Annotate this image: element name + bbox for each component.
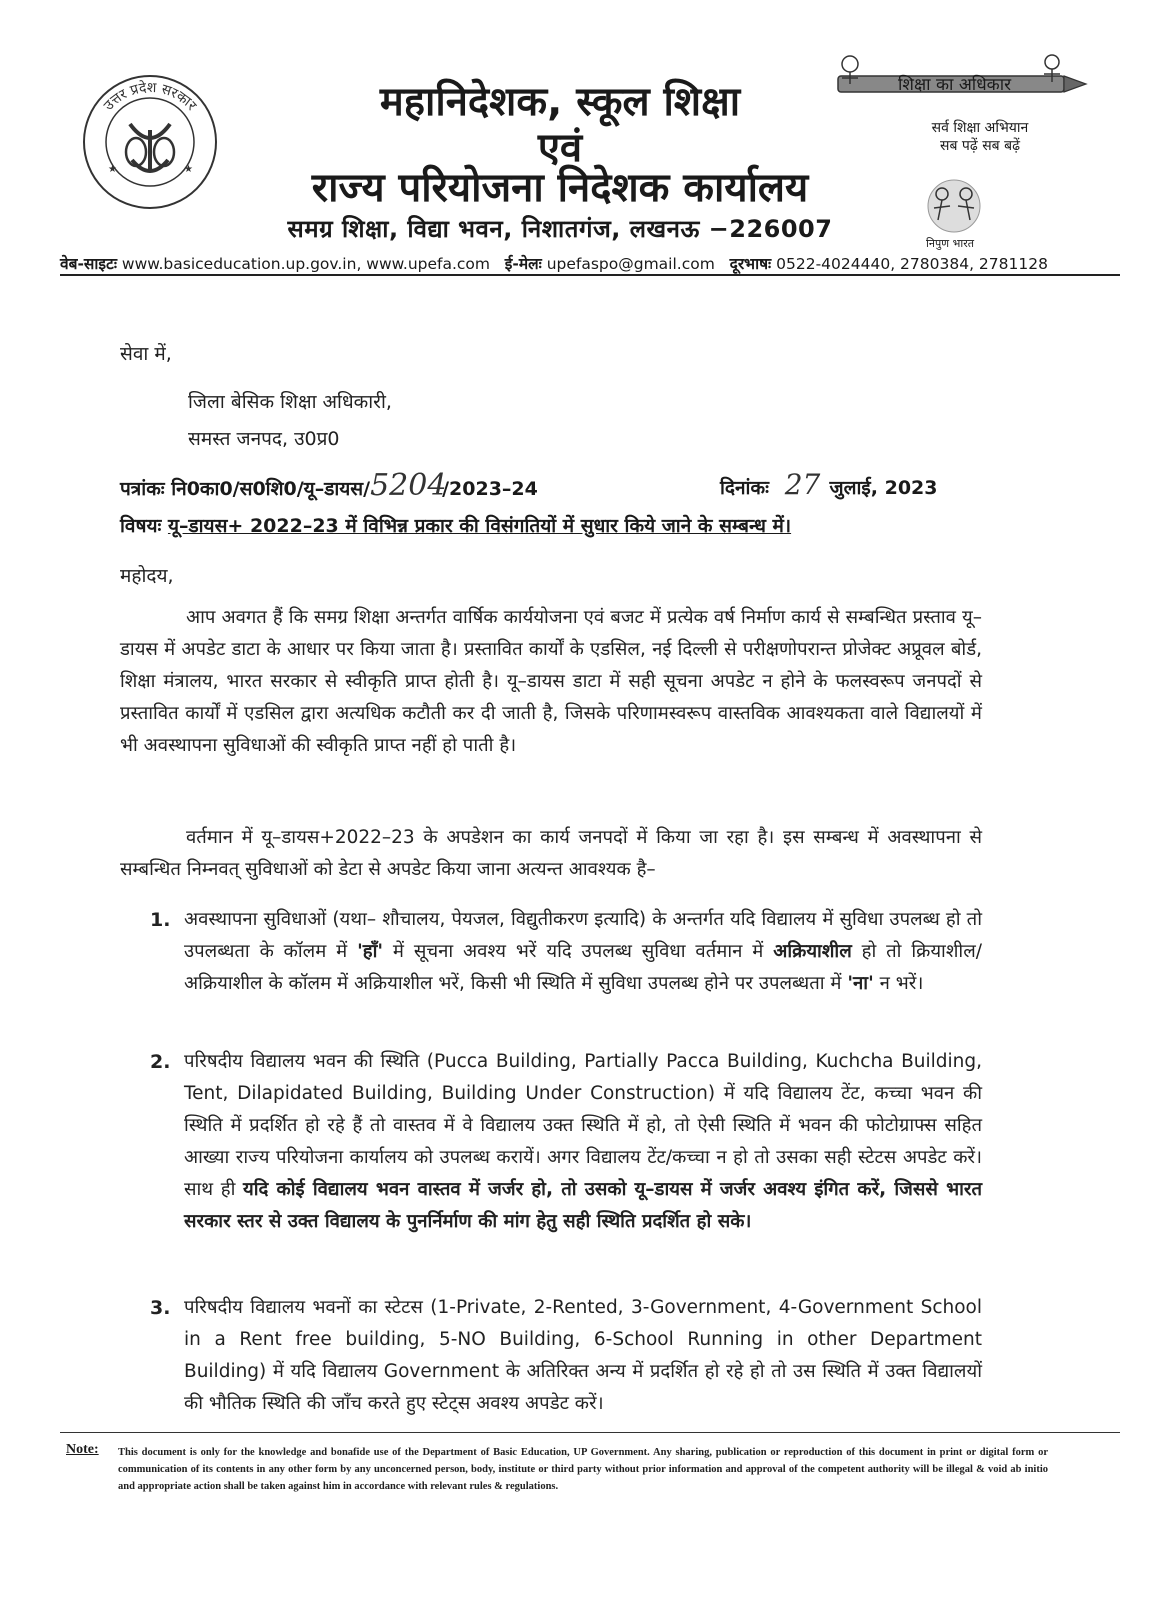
office-address: समग्र शिक्षा, विद्या भवन, निशातगंज, लखनऊ −226007 [287, 215, 833, 243]
nipun-bharat-logo-icon [908, 170, 998, 236]
up-government-seal [80, 72, 220, 212]
list-item-3-text: परिषदीय विद्यालय भवनों का स्टेटस (1-Private, 2-Rented, 3-Government, 4-Government School in a Rent free building, 5-NO Building, 6-School Running in other Department Building) में यदि विद्यालय Government के अतिरिक्त अन्य में प्रदर्शित हो रहे हो तो उस स्थिति में उक्त विद्यालयों की भौतिक स्थिति की जाँच करते हुए स्टेट्स अवश्य अपडेट करें। [184, 1297, 982, 1414]
paragraph-1: आप अवगत हैं कि समग्र शिक्षा अन्तर्गत वार्षिक कार्ययोजना एवं बजट में प्रत्येक वर्ष निर्माण कार्य से सम्बन्धित प्रस्ताव यू–डायस में अपडेट डाटा के आधार पर किया जाता है। प्रस्तावित कार्यों के एडसिल, नई दिल्ली से परीक्षणोपरान्त प्रोजेक्ट अप्रूवल बोर्ड, शिक्षा मंत्रालय, भारत सरकार से स्वीकृति प्राप्त होती है। यू–डायस डाटा में सही सूचना अपडेट न होने के फलस्वरूप जनपदों से प्रस्तावित कार्यों में एडसिल द्वारा अत्यधिक कटौती कर दी जाती है, जिसके परिणामस्वरूप वास्तविक आवश्यकता वाले विद्यालयों में भी अवस्थापना सुविधाओं की स्वीकृति प्राप्त नहीं हो पाती है। [120, 607, 982, 756]
list-number-1: 1. [150, 909, 171, 931]
email-value: upefaspo@gmail.com [546, 255, 715, 273]
list-item-1-text: अवस्थापना सुविधाओं (यथा– शौचालय, पेयजल, विद्युतीकरण इत्यादि) के अन्तर्गत यदि विद्यालय में सुविधा उपलब्ध हो तो उपलब्धता के कॉलम में 'हाँ' में सूचना अवश्य भरें यदि उपलब्ध सुविधा वर्तमान में अक्रियाशील हो तो क्रियाशील/अक्रियाशील के कॉलम में अक्रियाशील भरें, किसी भी स्थिति में सुविधा उपलब्ध होने पर उपलब्धता में 'ना' न भरें। [184, 909, 982, 994]
ref-handwritten-number: 5204 [370, 468, 447, 503]
ref-suffix: /2023–24 [442, 478, 538, 500]
svg-text:★: ★ [108, 164, 117, 175]
greeting: महोदय, [120, 565, 174, 587]
subject-text: यू–डायस+ 2022–23 में विभिन्न प्रकार की विसंगतियों में सुधार किये जाने के सम्बन्ध में। [167, 515, 792, 537]
office-title-line3: राज्य परियोजना निदेशक कार्यालय [311, 165, 809, 211]
addressee-line2: समस्त जनपद, उ0प्र0 [188, 428, 340, 450]
website-value: www.basiceducation.up.gov.in, www.upefa.com [121, 255, 491, 273]
seal-text: उत्तर प्रदेश सरकार [100, 79, 200, 114]
office-title-line1: महानिदेशक, स्कूल शिक्षा [379, 79, 741, 125]
date-label: दिनांकः [720, 477, 769, 499]
rte-text: शिक्षा का अधिकार [898, 75, 1012, 95]
note-label: Note: [66, 1442, 99, 1457]
phone-value: 0522-4024440, 2780384, 2781128 [776, 255, 1048, 273]
ssa-line2: सब पढ़ें सब बढ़ें [940, 138, 1020, 154]
salutation: सेवा में, [120, 343, 172, 365]
list-number-2: 2. [150, 1051, 171, 1073]
svg-text:उत्तर प्रदेश सरकार [101, 79, 200, 114]
subject [120, 512, 791, 538]
email-label: ई-मेलः [504, 255, 542, 273]
office-title-line2: एवं [537, 125, 583, 171]
list-item-3 [150, 1292, 982, 1420]
paragraph-2: वर्तमान में यू–डायस+2022–23 के अपडेशन का कार्य जनपदों में किया जा रहा है। इस सम्बन्ध में अवस्थापना से सम्बन्धित निम्नवत् सुविधाओं को डेटा से अपडेट किया जाना अत्यन्त आवश्यक है– [120, 827, 982, 880]
list-number-3: 3. [150, 1297, 171, 1319]
reference-number [120, 468, 538, 503]
contact-line [60, 252, 1120, 274]
date-month-year: जुलाई, 2023 [829, 477, 938, 499]
addressee-line1: जिला बेसिक शिक्षा अधिकारी, [188, 391, 392, 413]
website-label: वेब-साइटः [60, 255, 117, 273]
footer-divider [60, 1432, 1120, 1433]
list-item-2-text: परिषदीय विद्यालय भवन की स्थिति (Pucca Building, Partially Pacca Building, Kuchcha Building, Tent, Dilapidated Building, Building Under Construction) में यदि विद्यालय टेंट, कच्चा भवन की स्थिति में प्रदर्शित हो रहे हैं तो वास्तव में वे विद्यालय उक्त स्थिति में हो, तो ऐसी स्थिति में भवन की फोटोग्राफ्स सहित आख्या राज्य परियोजना कार्यालय को उपलब्ध करायें। अगर विद्यालय टेंट/कच्चा न हो तो उसका सही स्टेटस अपडेट करें। साथ ही यदि कोई विद्यालय भवन वास्तव में जर्जर हो, तो उसको यू–डायस में जर्जर अवश्य इंगित करें, जिससे भारत सरकार स्तर से उक्त विद्यालय के पुनर्निर्माण की मांग हेतु सही स्थिति प्रदर्शित हो सके। [184, 1051, 983, 1232]
list-item-1 [150, 904, 982, 1000]
date-handwritten-day: 27 [784, 468, 821, 501]
nipun-bharat-text: निपुण भारत [925, 237, 974, 250]
list-item-2 [150, 1046, 982, 1238]
note-text: This document is only for the knowledge and bonafide use of the Department of Basic Education, UP Government. Any sharing, publication or reproduction of this document in print or digital form or communication of its contents in any other form by any unconcerned person, body, institute or third party without prior information and approval of the competent authority will be illegal & void ab initio and appropriate action shall be taken against him in accordance with relevant rules & regulations. [118, 1447, 1048, 1492]
subject-label: विषयः [120, 515, 162, 537]
letter-date [720, 468, 937, 501]
ssa-line1: सर्व शिक्षा अभियान [931, 120, 1029, 136]
ref-prefix: पत्रांकः नि0का0/स0शि0/यू–डायस/ [120, 478, 371, 500]
phone-label: दूरभाषः [729, 255, 772, 273]
header-divider [60, 274, 1120, 276]
svg-text:★: ★ [184, 164, 193, 175]
